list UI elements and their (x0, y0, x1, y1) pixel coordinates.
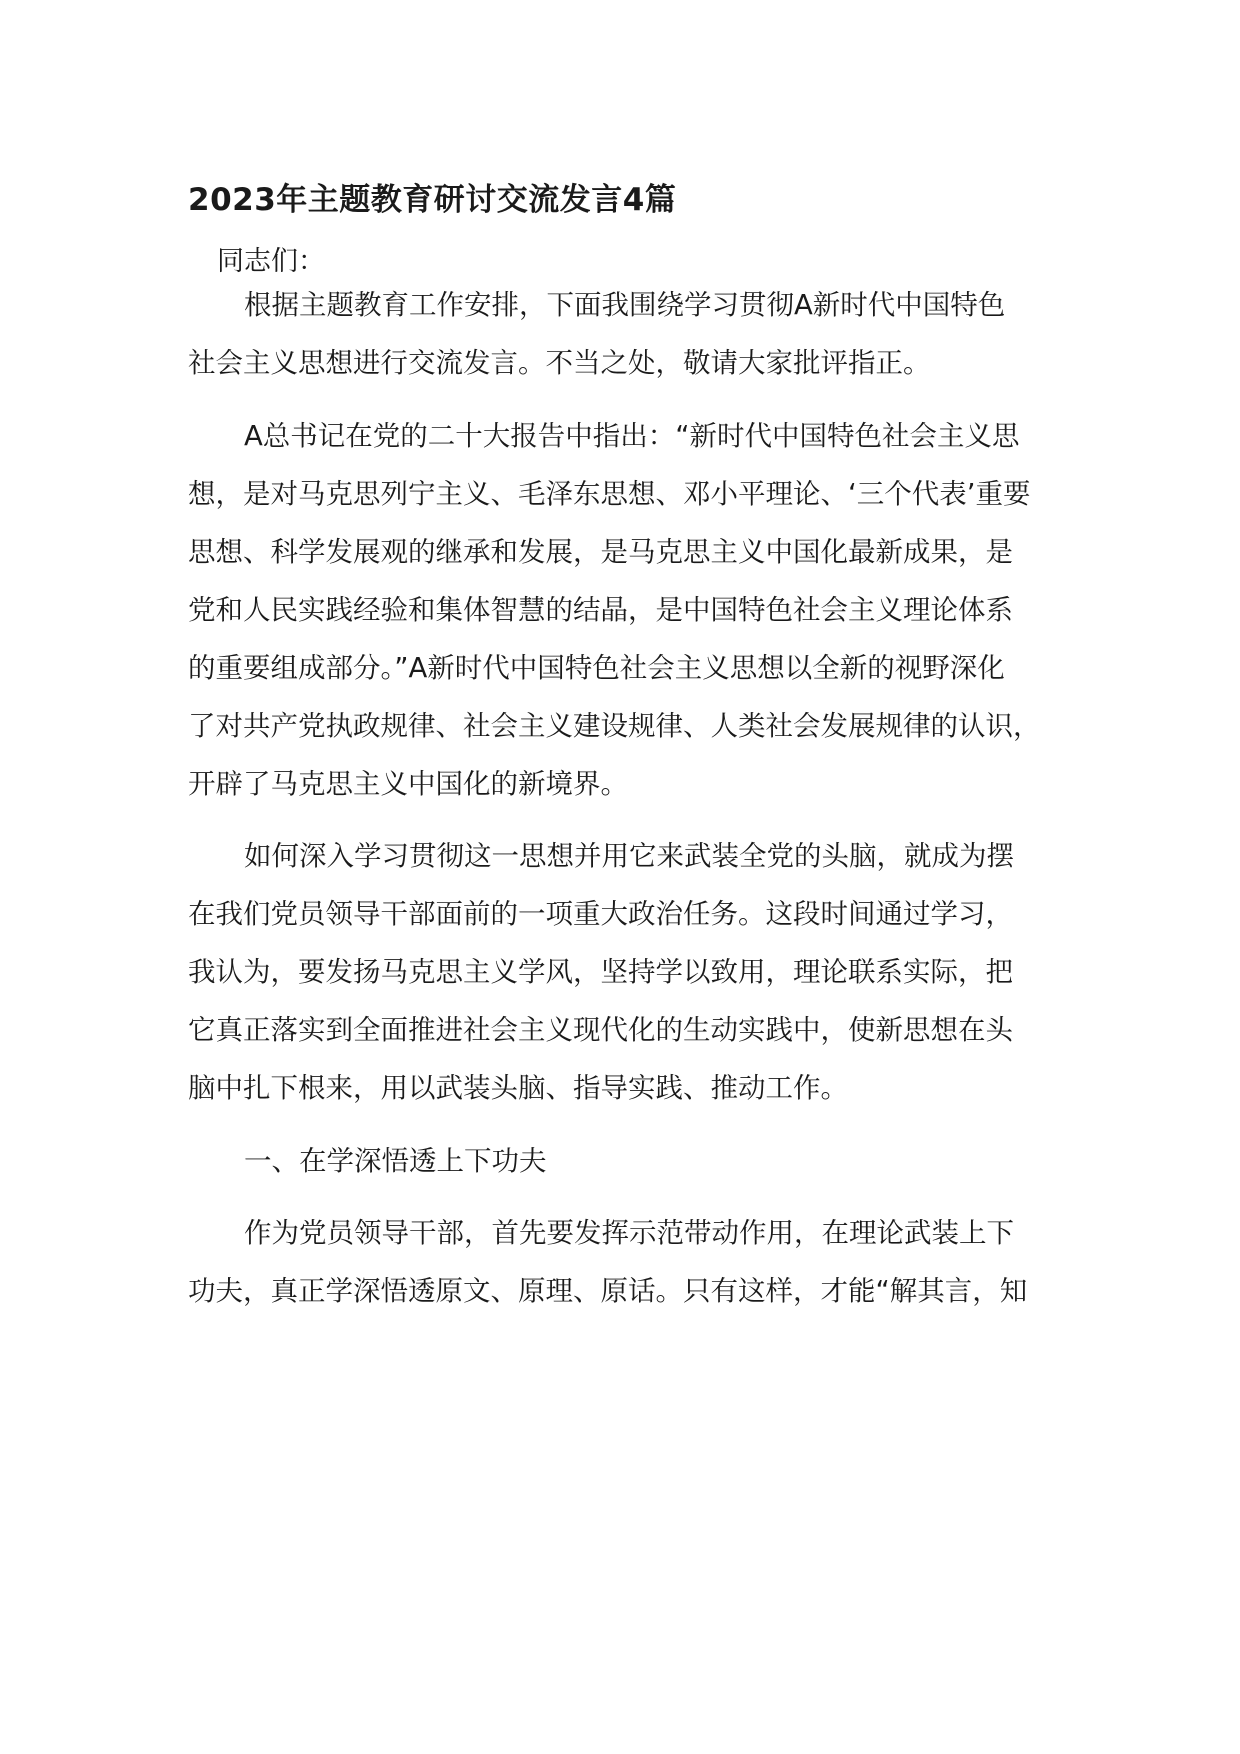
body-line: A总书记在党的二十大报告中指出：“新时代中国特色社会主义思 (244, 420, 1020, 452)
section-heading: 一、在学深悟透上下功夫 (244, 1145, 547, 1177)
body-line: 功夫，真正学深悟透原文、原理、原话。只有这样，才能“解其言，知 (188, 1275, 1028, 1307)
body-line: 作为党员领导干部，首先要发挥示范带动作用，在理论武装上下 (244, 1217, 1014, 1249)
body-line: 它真正落实到全面推进社会主义现代化的生动实践中，使新思想在头 (188, 1014, 1013, 1046)
body-line: 想，是对马克思列宁主义、毛泽东思想、邓小平理论、‘三个代表’重要 (188, 478, 1031, 510)
body-line: 的重要组成部分。”A新时代中国特色社会主义思想以全新的视野深化 (188, 652, 1005, 684)
body-line: 如何深入学习贯彻这一思想并用它来武装全党的头脑，就成为摆 (244, 840, 1014, 872)
body-line: 思想、科学发展观的继承和发展，是马克思主义中国化最新成果，是 (188, 536, 1013, 568)
body-line: 根据主题教育工作安排，下面我围绕学习贯彻A新时代中国特色 (244, 289, 1006, 321)
body-line: 党和人民实践经验和集体智慧的结晶，是中国特色社会主义理论体系 (188, 594, 1013, 626)
document-title: 2023年主题教育研讨交流发言4篇 (188, 182, 677, 218)
body-line: 开辟了马克思主义中国化的新境界。 (188, 768, 628, 800)
body-line: 了对共产党执政规律、社会主义建设规律、人类社会发展规律的认识， (188, 710, 1041, 742)
body-line: 社会主义思想进行交流发言。不当之处，敬请大家批评指正。 (188, 347, 931, 379)
body-line: 在我们党员领导干部面前的一项重大政治任务。这段时间通过学习， (188, 898, 1013, 930)
body-line: 脑中扎下根来，用以武装头脑、指导实践、推动工作。 (188, 1072, 848, 1104)
salutation: 同志们： (217, 246, 325, 277)
body-line: 我认为，要发扬马克思主义学风，坚持学以致用，理论联系实际，把 (188, 956, 1013, 988)
